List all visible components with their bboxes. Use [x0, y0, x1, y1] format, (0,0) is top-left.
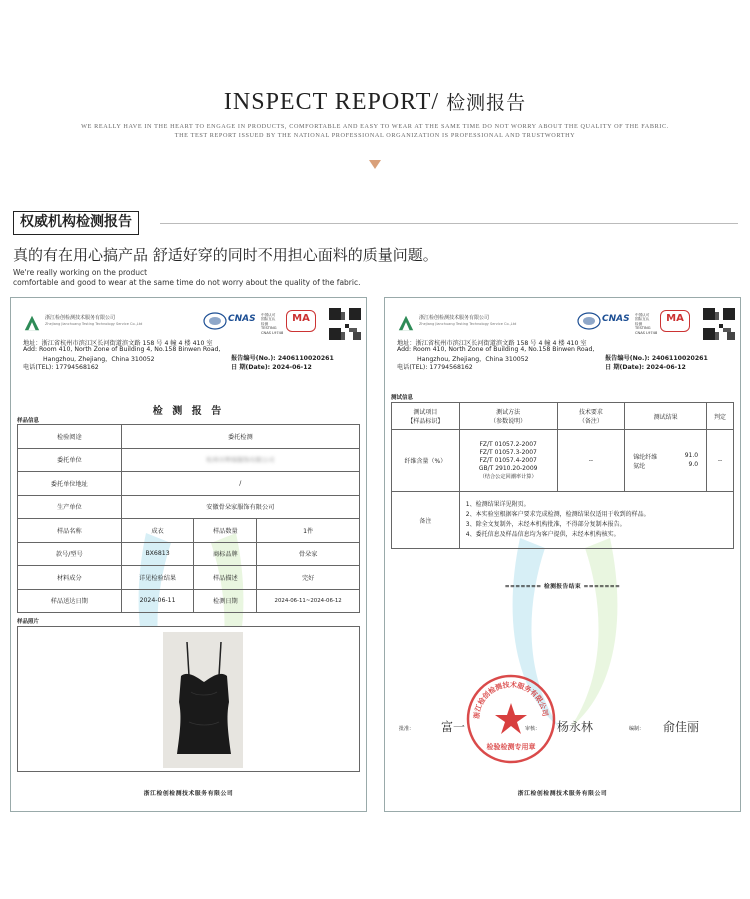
qr-code-icon [703, 308, 735, 340]
signature-row [385, 708, 740, 748]
table-cell: 2024-06-11 [121, 589, 194, 613]
method-4: GB/T 2910.20-2009 [478, 464, 538, 472]
company-logo-icon [23, 314, 41, 332]
stamp-subtext: 检验检测专用章 [486, 743, 536, 751]
report-number: 报告编号(No.): 2406110020261 [231, 355, 334, 362]
table-cell: 生产单位 [18, 495, 122, 519]
report-end-line: ======= 检测报告结束 ======= [504, 584, 621, 590]
company-name-en: Zhejiang Jianchuang Testing Technology Service Co.,Ltd [419, 322, 517, 326]
company-name: 浙江检创检测技术服务有限公司 [45, 315, 116, 321]
method-1: FZ/T 01057.2-2007 [479, 440, 537, 448]
result-row [627, 452, 704, 461]
table-cell: 完好 [257, 566, 360, 590]
ma-logo: MA [660, 310, 690, 332]
cnas-caption-3: 检测 [261, 321, 269, 326]
column-header: 测试结果 [625, 403, 707, 430]
company-logo-icon [397, 314, 415, 332]
fiber-value: 91.0 [684, 451, 699, 459]
report-date: 日 期(Date): 2024-06-12 [231, 364, 312, 371]
fiber-name: 锦纶纤维 [633, 453, 658, 461]
table-cell: BX6813 [121, 542, 194, 566]
company-name-en: Zhejiang Jianchuang Testing Technology Service Co.,Ltd [45, 322, 143, 326]
table-cell: 成衣 [121, 519, 194, 543]
cnas-caption-4: TESTING [261, 326, 277, 331]
ilac-logo-icon [203, 312, 227, 330]
test-item: 纤维含量（%） [392, 430, 460, 492]
cnas-caption-3: 检测 [635, 321, 643, 326]
telephone: 电话(TEL): 17794568162 [23, 364, 99, 371]
address-en-2: Hangzhou, Zhejiang，China 310052 [43, 356, 155, 363]
sample-photo-label: 样品照片 [17, 619, 40, 625]
sample-info-label: 样品信息 [17, 418, 40, 424]
title-zh: 检测报告 [439, 92, 527, 114]
table-cell: / [121, 472, 359, 496]
report-page-2 [384, 297, 741, 812]
table-cell: 款号/型号 [18, 542, 122, 566]
table-cell: 详见检验结果 [121, 566, 194, 590]
table-cell: 商标品牌 [194, 542, 257, 566]
address-zh: 地址：浙江省杭州市滨江区长河街道滨文路 158 号 4 幢 4 楼 410 室 [23, 340, 213, 347]
cnas-caption-5: CNAS L9748 [261, 330, 284, 335]
judgement: -- [707, 430, 734, 492]
table-cell: 安徽骨朵家服饰有限公司 [121, 495, 359, 519]
divider [160, 223, 738, 224]
table-row [18, 448, 360, 472]
cnas-logo: CNAS [602, 314, 630, 324]
method-3: FZ/T 01057.4-2007 [479, 456, 537, 464]
table-cell: 骨朵家 [257, 542, 360, 566]
subtitle-line-1: WE REALLY HAVE IN THE HEART TO ENGAGE IN PRODUCTS, COMFORTABLE AND EASY TO WEAR AT THE SAME TIME DO NOT WORRY ABOUT THE QUALITY OF THE FABRIC. [81, 123, 669, 130]
ma-logo: MA [286, 310, 316, 332]
remark-4: 4、委托信息及样品信息均为客户提供，未经本机构核实。 [465, 531, 620, 538]
company-name: 浙江检创检测技术服务有限公司 [419, 315, 490, 321]
table-cell: 1件 [257, 519, 360, 543]
cnas-caption-2: 国际互认 [635, 317, 650, 322]
down-triangle-icon [369, 160, 381, 169]
maker-label: 编制： [629, 726, 645, 732]
table-cell: 样品描述 [194, 566, 257, 590]
cnas-caption [261, 313, 283, 335]
table-cell: 杭州市辉瑞服饰有限公司 [121, 448, 359, 472]
section-en-line-1: We're really working on the product [13, 268, 148, 277]
report-page-1 [10, 297, 367, 812]
maker-signature: 俞佳丽 [663, 720, 700, 734]
report-heading: 检 测 报 告 [152, 406, 225, 417]
table-row [18, 495, 360, 519]
table-row [18, 425, 360, 449]
table-cell: 材料成分 [18, 566, 122, 590]
table-row [18, 519, 360, 543]
table-row [18, 566, 360, 590]
approver-label: 批准： [399, 726, 415, 732]
test-results-table [391, 402, 734, 549]
sample-photo [163, 632, 243, 768]
cnas-caption-5: CNAS L9748 [635, 330, 658, 335]
title-en: INSPECT REPORT/ [223, 89, 440, 115]
column-header: 判定 [707, 403, 734, 430]
remark-1: 1、检测结果详见附页。 [465, 501, 530, 508]
address-zh: 地址：浙江省杭州市滨江区长河街道滨文路 158 号 4 幢 4 楼 410 室 [397, 340, 587, 347]
table-cell: 委托检测 [121, 425, 359, 449]
cnas-caption-1: 中国认可 [261, 313, 276, 317]
column-header: 技术要求 （备注） [557, 403, 625, 430]
address-en-1: Add: Room 410, North Zone of Building 4, No.158 Binwen Road, [23, 346, 221, 353]
section-headline: 真的有在用心搞产品 舒适好穿的同时不用担心面料的质量问题。 [13, 246, 438, 264]
cnas-caption-1: 中国认可 [635, 313, 650, 317]
section-tag: 权威机构检测报告 [13, 211, 139, 235]
qr-code-icon [329, 308, 361, 340]
reviewer-signature: 杨永林 [557, 720, 594, 734]
reviewer-label: 审核： [525, 726, 541, 732]
table-row [18, 472, 360, 496]
cnas-caption-4: TESTING [635, 326, 651, 331]
table-cell: 2024-06-11~2024-06-12 [257, 589, 360, 613]
test-info-label: 测试信息 [391, 395, 414, 401]
remark-3: 3、除全文复制外，未经本机构批准，不得部分复制本报告。 [465, 521, 626, 528]
fiber-name: 氨纶 [633, 462, 646, 470]
remark-label: 备注 [392, 492, 460, 549]
camisole-image [163, 632, 243, 768]
table-header-row [392, 403, 734, 430]
cnas-caption-2: 国际互认 [261, 317, 276, 322]
table-cell: 委托单位 [18, 448, 122, 472]
remarks [459, 492, 733, 549]
stamp-text: 浙江检创检测技术服务有限公司 [472, 680, 550, 720]
address-en-2: Hangzhou, Zhejiang，China 310052 [417, 356, 529, 363]
table-row [18, 542, 360, 566]
method-note: （结合公定回潮率计算） [479, 473, 537, 480]
test-result [625, 430, 707, 492]
report-header-logos [397, 310, 728, 338]
column-header: 测试项目 【样品标识】 [392, 403, 460, 430]
report-header-logos [23, 310, 354, 338]
table-cell: 样品送达日期 [18, 589, 122, 613]
table-cell: 检验阅途 [18, 425, 122, 449]
telephone: 电话(TEL): 17794568162 [397, 364, 473, 371]
column-header: 测试方法 （参数说明） [459, 403, 557, 430]
test-methods [459, 430, 557, 492]
official-stamp-icon [465, 673, 557, 765]
table-row [392, 492, 734, 549]
table-cell: 样品数量 [194, 519, 257, 543]
subtitle-line-2: THE TEST REPORT ISSUED BY THE NATIONAL PROFESSIONAL ORGANIZATION IS PROFESSIONAL AND TRUSTWORTHY [174, 132, 576, 139]
report-number: 报告编号(No.): 2406110020261 [605, 355, 708, 362]
method-2: FZ/T 01057.3-2007 [479, 448, 537, 456]
fiber-value: 9.0 [688, 460, 699, 468]
table-cell: 检测日期 [194, 589, 257, 613]
approver-signature: 富一 [441, 720, 466, 734]
table-cell: 样品名称 [18, 519, 122, 543]
report-date: 日 期(Date): 2024-06-12 [605, 364, 686, 371]
table-row [392, 430, 734, 492]
address-en-1: Add: Room 410, North Zone of Building 4, No.158 Binwen Road, [397, 346, 595, 353]
sample-info-table [17, 424, 360, 613]
ilac-logo-icon [577, 312, 601, 330]
requirement: -- [557, 430, 625, 492]
table-cell: 委托单位地址 [18, 472, 122, 496]
section-en-line-2: comfortable and good to wear at the same time do not worry about the quality of the fabric. [13, 278, 361, 287]
table-row [18, 589, 360, 613]
sample-photo-frame [17, 626, 360, 772]
report-footer: 浙江检创检测技术服务有限公司 [517, 791, 608, 797]
result-row [627, 461, 704, 470]
report-footer: 浙江检创检测技术服务有限公司 [143, 791, 234, 797]
page-title [0, 88, 750, 116]
cnas-caption [635, 313, 657, 335]
remark-2: 2、本实验室根据客户要求完成检测，检测结果仅适用于收到的样品。 [465, 511, 650, 518]
cnas-logo: CNAS [228, 314, 256, 324]
